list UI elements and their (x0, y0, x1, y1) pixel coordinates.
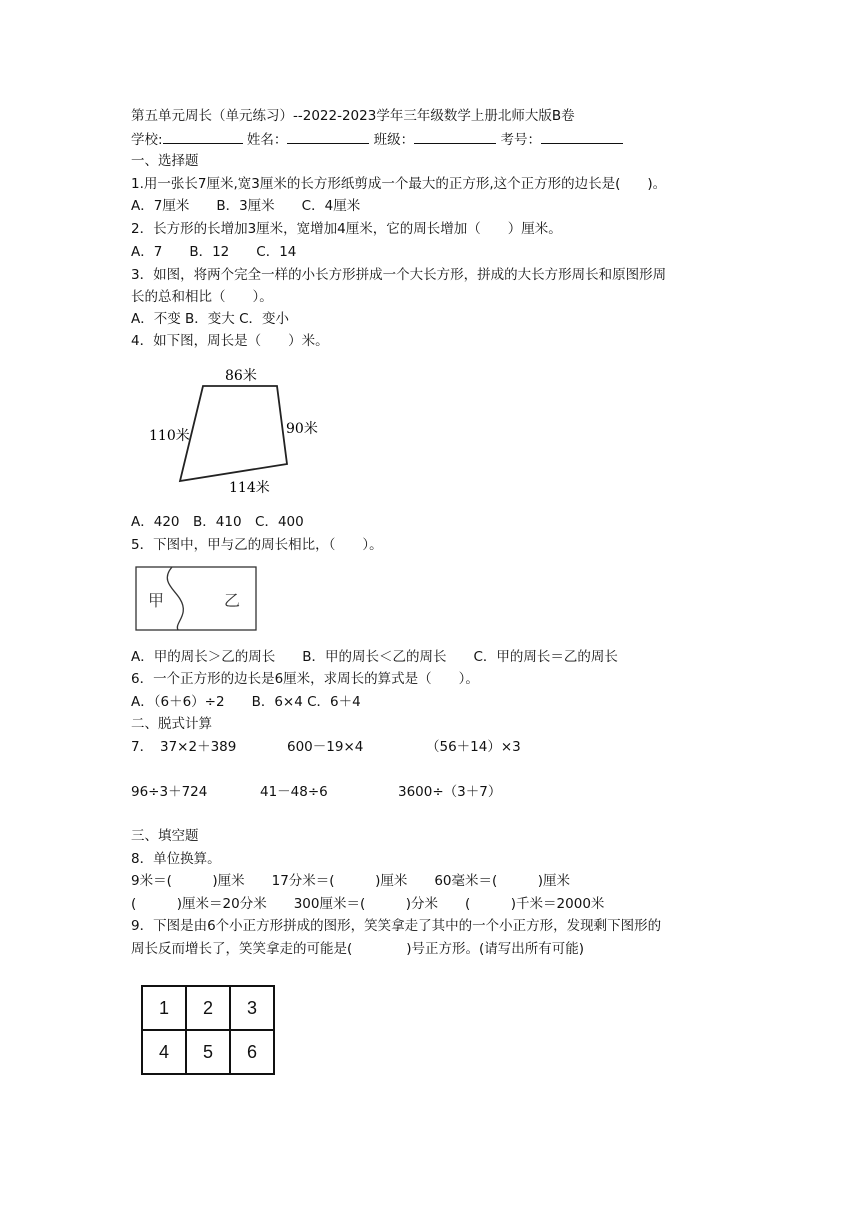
q4-options: A．420 B．410 C．400 (131, 514, 304, 530)
school-field[interactable] (163, 129, 243, 144)
grid-square-2: 2 (186, 986, 230, 1030)
q4-quadrilateral-figure (145, 360, 335, 500)
q3-text-line2: 长的总和相比（ ）。 (131, 289, 273, 305)
calc-6: 3600÷（3＋7） (398, 784, 502, 800)
grid-square-4: 4 (142, 1030, 186, 1074)
calc-2: 600－19×4 (287, 739, 364, 755)
grid-square-5: 5 (186, 1030, 230, 1074)
q5-yi-label: 乙 (224, 591, 241, 610)
q1-text: 1.用一张长7厘米,宽3厘米的长方形纸剪成一个最大的正方形,这个正方形的边长是( )。 (131, 176, 667, 192)
q7-label: 7． (131, 739, 154, 755)
q9-text-line2: 周长反而增长了，笑笑拿走的可能是( )号正方形。(请写出所有可能) (131, 941, 585, 957)
q9-text-line1: 9．下图是由6个小正方形拼成的图形，笑笑拿走了其中的一个小正方形，发现剩下图形的 (131, 918, 662, 934)
calc-5: 41－48÷6 (260, 784, 328, 800)
q1-options: A．7厘米 B．3厘米 C．4厘米 (131, 198, 361, 214)
q6-options: A．（6＋6）÷2 B．6×4 C．6＋4 (131, 694, 361, 710)
q6-text: 6．一个正方形的边长是6厘米，求周长的算式是（ ）。 (131, 671, 479, 687)
q4-text: 4．如下图，周长是（ ）米。 (131, 333, 329, 349)
q4-left-label: 110米 (149, 428, 190, 444)
class-field[interactable] (414, 129, 496, 144)
q2-text: 2．长方形的长增加3厘米，宽增加4厘米，它的周长增加（ ）厘米。 (131, 221, 562, 237)
q2-options: A．7 B．12 C．14 (131, 244, 297, 260)
section1-title: 一、选择题 (131, 153, 199, 169)
name-field[interactable] (287, 129, 369, 144)
student-info-line (131, 129, 623, 150)
section3-title: 三、填空题 (131, 828, 199, 844)
dividing-curve (167, 567, 183, 630)
grid-square-3: 3 (230, 986, 274, 1030)
quadrilateral-shape (180, 386, 287, 481)
calc-4: 96÷3＋724 (131, 784, 208, 800)
q5-jia-label: 甲 (148, 591, 165, 610)
class-label: 班级： (373, 132, 415, 148)
q3-options: A．不变 B．变大 C．变小 (131, 311, 290, 327)
q9-square-grid (141, 985, 275, 1075)
q4-top-label: 86米 (225, 368, 257, 384)
document-title: 第五单元周长（单元练习）--2022-2023学年三年级数学上册北师大版B卷 (131, 108, 575, 124)
grid-square-1: 1 (142, 986, 186, 1030)
q5-options: A．甲的周长＞乙的周长 B．甲的周长＜乙的周长 C．甲的周长＝乙的周长 (131, 649, 618, 665)
q8-line2: ( )厘米＝20分米 300厘米＝( )分米 ( )千米＝2000米 (131, 896, 605, 912)
q3-text-line1: 3．如图，将两个完全一样的小长方形拼成一个大长方形，拼成的大长方形周长和原图形周 (131, 267, 667, 283)
calc-1: 37×2＋389 (160, 739, 237, 755)
q5-text: 5．下图中，甲与乙的周长相比，（ ）。 (131, 537, 383, 553)
name-label: 姓名： (246, 132, 288, 148)
school-label: 学校: (131, 132, 163, 148)
grid-square-6: 6 (230, 1030, 274, 1074)
q5-rectangle-figure (134, 565, 260, 633)
calc-3: （56＋14）×3 (426, 739, 521, 755)
q4-bottom-label: 114米 (229, 480, 270, 496)
q8-text: 8．单位换算。 (131, 851, 221, 867)
exam-no-field[interactable] (541, 129, 623, 144)
section2-title: 二、脱式计算 (131, 716, 212, 732)
q4-right-label: 90米 (286, 421, 318, 437)
q8-line1: 9米＝( )厘米 17分米＝( )厘米 60毫米＝( )厘米 (131, 873, 571, 889)
exam-no-label: 考号： (500, 132, 541, 148)
